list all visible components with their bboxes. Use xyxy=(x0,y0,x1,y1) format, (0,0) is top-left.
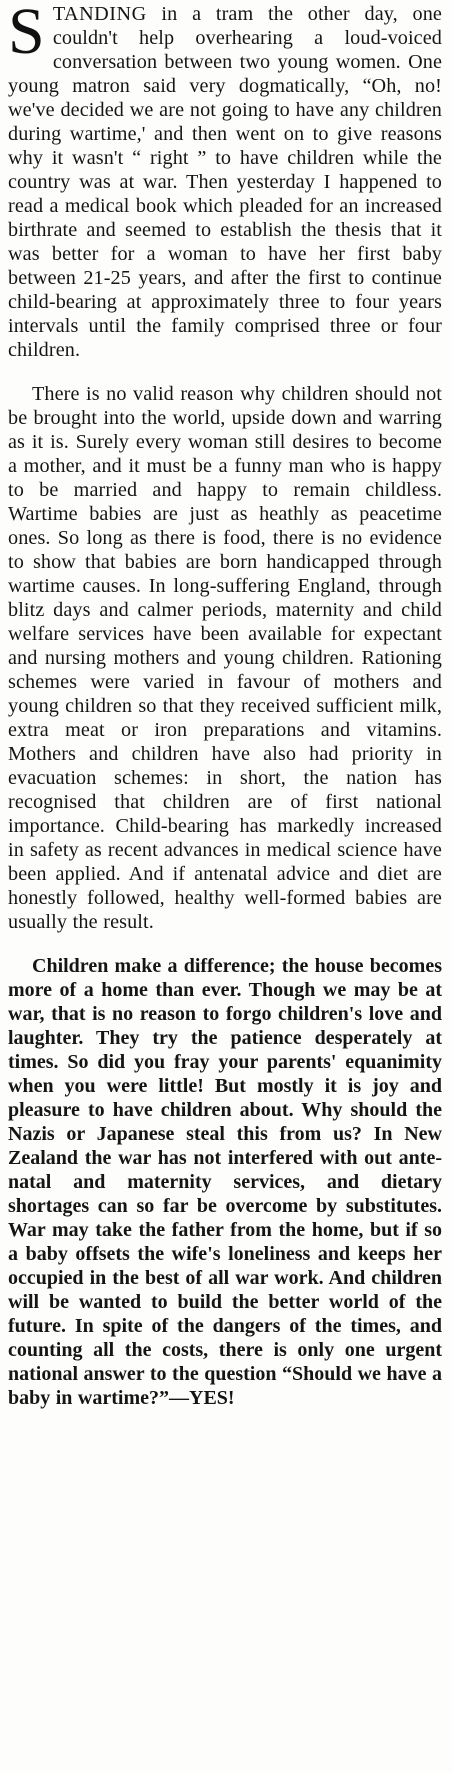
paragraph-3: Children make a difference; the house becomes more of a home than ever. Though we may be at war, that is no reason to forgo children's love and laughter. They try the patience desperately at times. So did you fray your parents' equanimity when you were little! But mostly it is joy and pleasure to have children about. Why should the Nazis or Japanese steal this from us? In New Zealand the war has not interfered with out ante-natal and maternity services, and dietary shortages can so far be overcome by substitutes. War may take the father from the home, but if so a baby offsets the wife's loneliness and keeps her occupied in the best of all war work. And children will be wanted to build the better world of the future. In spite of the dangers of the times, and counting all the costs, there is only one urgent national answer to the question “Should we have a baby in wartime?”—YES! xyxy=(8,955,442,1409)
paragraph-1 xyxy=(8,2,442,362)
paragraph-1-text: in a tram the other day, one couldn't help overhearing a loud-voiced conversation between two young women. One young matron said very dogmatically, “Oh, no! we've decided we are not going to have any children during wartime,' and then went on to give reasons why it wasn't “ right ” to have children while the country was at war. Then yesterday I happened to read a medical book which pleaded for an increased birthrate and seemed to establish the thesis that it was better for a woman to have her first baby between 21-25 years, and after the first to continue child-bearing at approximately three to four years intervals until the family comprised three or four children. xyxy=(8,3,442,361)
article-column xyxy=(8,2,442,1430)
drop-cap-letter: S xyxy=(8,0,45,68)
opening-word: TANDING xyxy=(52,3,147,25)
paragraph-2: There is no valid reason why children should not be brought into the world, upside down and warring as it is. Surely every woman still desires to become a mother, and it must be a funny man who is happy to be married and happy to remain childless. Wartime babies are just as heathly as peacetime ones. So long as there is food, there is no evidence to show that babies are born handicapped through wartime causes. In long-suffering England, through blitz days and calmer periods, maternity and child welfare services have been available for expectant and nursing mothers and young children. Rationing schemes were varied in favour of mothers and young children so that they received sufficient milk, extra meat or iron preparations and vitamins. Mothers and children have also had priority in evacuation schemes: in short, the nation has recognised that children are of first national importance. Child-bearing has markedly increased in safety as recent advances in medical science have been applied. And if antenatal advice and diet are honestly followed, healthy well-formed babies are usually the result. xyxy=(8,383,442,933)
